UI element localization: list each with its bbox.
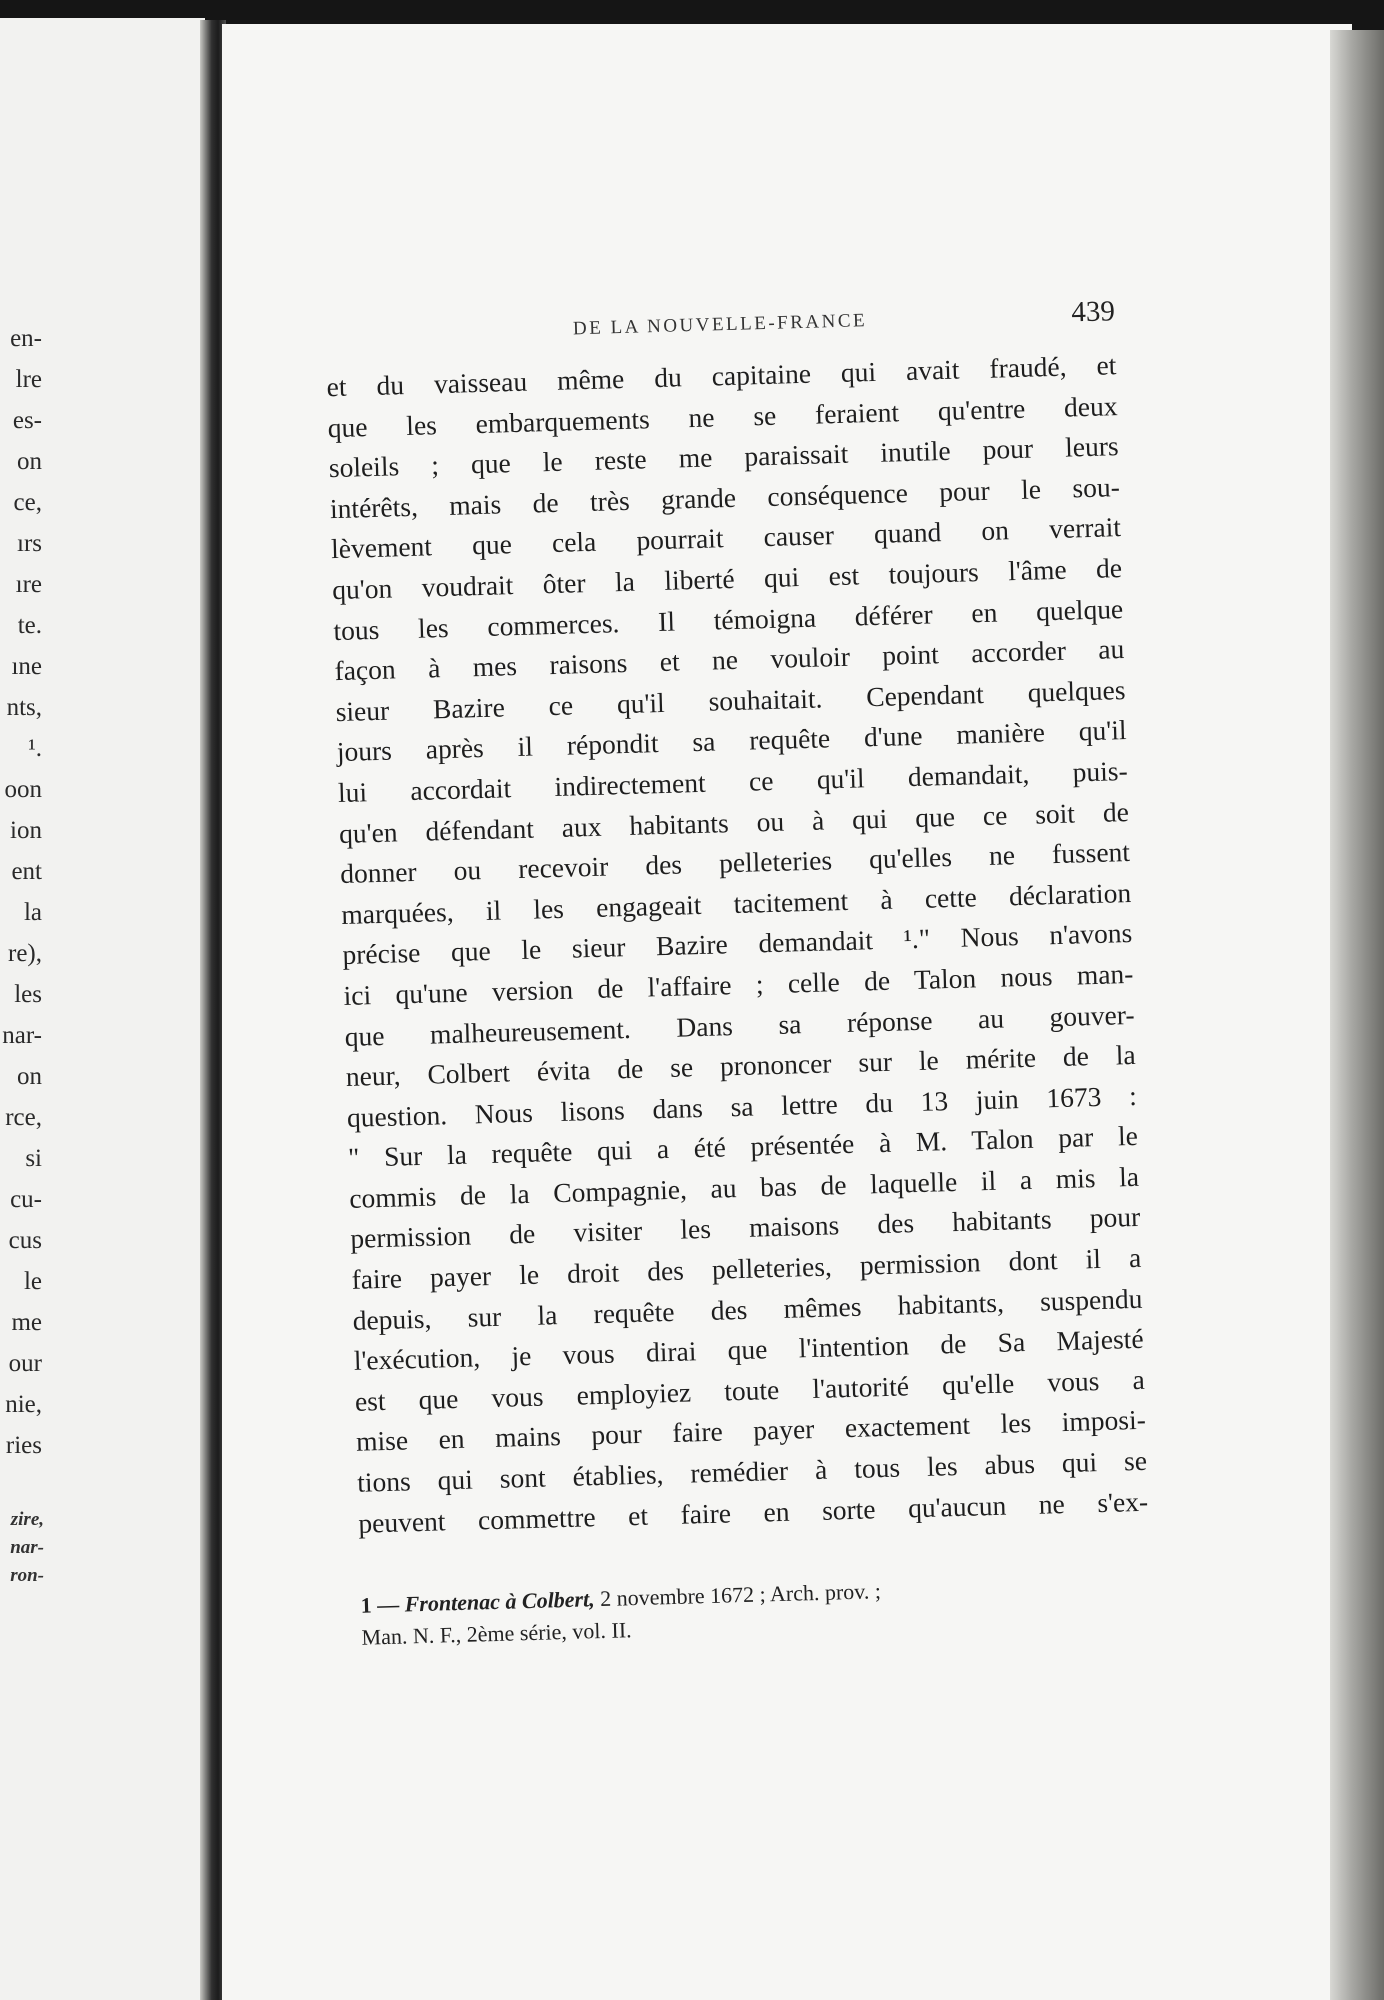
body-line: commis de la Compagnie, au bas de laquelle il a mis la xyxy=(348,1160,1140,1214)
left-page-fragment: ırs xyxy=(17,530,42,557)
body-line: tions qui sont établies, remédier à tous les abus qui se xyxy=(356,1444,1148,1498)
left-page-fragment: ¹. xyxy=(28,735,42,762)
left-page-fragment: oon xyxy=(4,776,42,803)
body-line: " Sur la requête qui a été présentée à M. Talon par le xyxy=(347,1120,1139,1174)
left-page-fragment: lre xyxy=(15,366,42,393)
left-page-fragment: cus xyxy=(8,1227,42,1254)
body-line: permission de visiter les maisons des habitants pour xyxy=(349,1201,1141,1255)
body-line: question. Nous lisons dans sa lettre du 13 juin 1673 : xyxy=(346,1079,1138,1133)
body-line: peuvent commettre et faire en sorte qu'aucun ne s'ex- xyxy=(357,1485,1149,1539)
running-title: DE LA NOUVELLE-FRANCE xyxy=(572,310,868,340)
body-line: donner ou recevoir des pelleteries qu'elles ne fussent xyxy=(339,836,1131,890)
page-number: 439 xyxy=(1070,295,1116,329)
left-page-fragment: nts, xyxy=(6,694,42,721)
body-line: mise en mains pour faire payer exactement les imposi- xyxy=(355,1404,1147,1458)
left-page-text-fragments xyxy=(0,318,42,1466)
body-line: qu'on voudrait ôter la liberté qui est toujours l'âme de xyxy=(331,552,1123,606)
left-page-fragment: les xyxy=(14,981,42,1008)
left-page-fragment: me xyxy=(11,1309,42,1336)
left-page-fragment: te. xyxy=(17,612,42,639)
body-line: ici qu'une version de l'affaire ; celle de Talon nous man- xyxy=(343,957,1134,1011)
left-page-fragment: ıre xyxy=(15,571,42,598)
body-line: sieur Bazire ce qu'il souhaitait. Cependant quelques xyxy=(335,673,1126,727)
left-page-footnote-fragment: nar- xyxy=(10,1537,44,1558)
body-line: façon à mes raisons et ne vouloir point accorder au xyxy=(334,633,1125,687)
body-text xyxy=(326,345,1149,1544)
footnote-marker: 1 — xyxy=(360,1591,400,1618)
body-line: précise que le sieur Bazire demandait ¹." Nous n'avons xyxy=(342,917,1133,971)
body-line: lui accordait indirectement ce qu'il demandait, puis- xyxy=(337,754,1129,808)
left-page-fragment: re), xyxy=(8,940,42,967)
body-line: l'exécution, je vous dirai que l'intention de Sa Majesté xyxy=(353,1323,1144,1377)
left-page-fragment: cu- xyxy=(10,1186,42,1213)
left-page xyxy=(0,18,205,2000)
body-line: qu'en défendant aux habitants ou à qui que ce soit de xyxy=(338,795,1130,849)
body-line: et du vaisseau même du capitaine qui avait fraudé, et xyxy=(326,349,1117,403)
left-page-fragment: en- xyxy=(10,325,42,352)
left-page-fragment: si xyxy=(25,1145,42,1172)
body-line: marquées, il les engageait tacitement à cette déclaration xyxy=(340,876,1132,930)
footnote xyxy=(360,1568,1151,1654)
footnote-line-2: Man. N. F., 2ème série, vol. II. xyxy=(361,1617,632,1650)
left-page-fragment: es- xyxy=(12,407,42,434)
body-line: jours après il répondit sa requête d'une manière qu'il xyxy=(336,714,1127,768)
footnote-title: Frontenac à Colbert, xyxy=(404,1586,596,1617)
body-line: est que vous employiez toute l'autorité qu'elle vous a xyxy=(354,1363,1146,1417)
body-line: depuis, sur la requête des mêmes habitants, suspendu xyxy=(352,1282,1143,1336)
page-edge-shadow xyxy=(1330,30,1384,2000)
left-page-footnote-fragment: ron- xyxy=(10,1565,44,1586)
left-page-fragment: on xyxy=(17,448,42,475)
left-page-fragment: ion xyxy=(10,817,42,844)
left-page-fragment: ent xyxy=(11,858,42,885)
left-page-fragment: on xyxy=(17,1063,42,1090)
body-line: neur, Colbert évita de se prononcer sur le mérite de la xyxy=(345,1038,1137,1093)
body-line: faire payer le droit des pelleteries, permission dont il a xyxy=(351,1241,1142,1295)
body-line: soleils ; que le reste me paraissait inutile pour leurs xyxy=(328,430,1120,484)
left-page-fragment: rce, xyxy=(5,1104,42,1131)
left-page-fragment: le xyxy=(23,1268,42,1295)
left-page-fragment: la xyxy=(23,899,42,926)
left-page-footnote-fragment: zire, xyxy=(10,1509,44,1530)
left-page-fragment: ce, xyxy=(13,489,42,516)
body-line: tous les commerces. Il témoigna déférer en quelque xyxy=(332,592,1124,646)
footnote-citation: 2 novembre 1672 ; Arch. prov. ; xyxy=(599,1578,882,1612)
left-page-fragment: our xyxy=(8,1350,42,1377)
left-page-fragment: nie, xyxy=(5,1391,42,1418)
left-page-fragment: ıne xyxy=(11,653,42,680)
body-line: intérêts, mais de très grande conséquence pour le sou- xyxy=(329,470,1121,524)
left-page-fragment: ries xyxy=(5,1432,42,1459)
page-content xyxy=(325,289,1154,1711)
body-line: lèvement que cela pourrait causer quand on verrait xyxy=(330,511,1122,565)
body-line: que les embarquements ne se feraient qu'entre deux xyxy=(327,389,1118,443)
left-page-fragment: nar- xyxy=(2,1022,42,1049)
left-page-footnote-fragments xyxy=(0,1506,44,1590)
body-line: que malheureusement. Dans sa réponse au gouver- xyxy=(344,998,1135,1052)
